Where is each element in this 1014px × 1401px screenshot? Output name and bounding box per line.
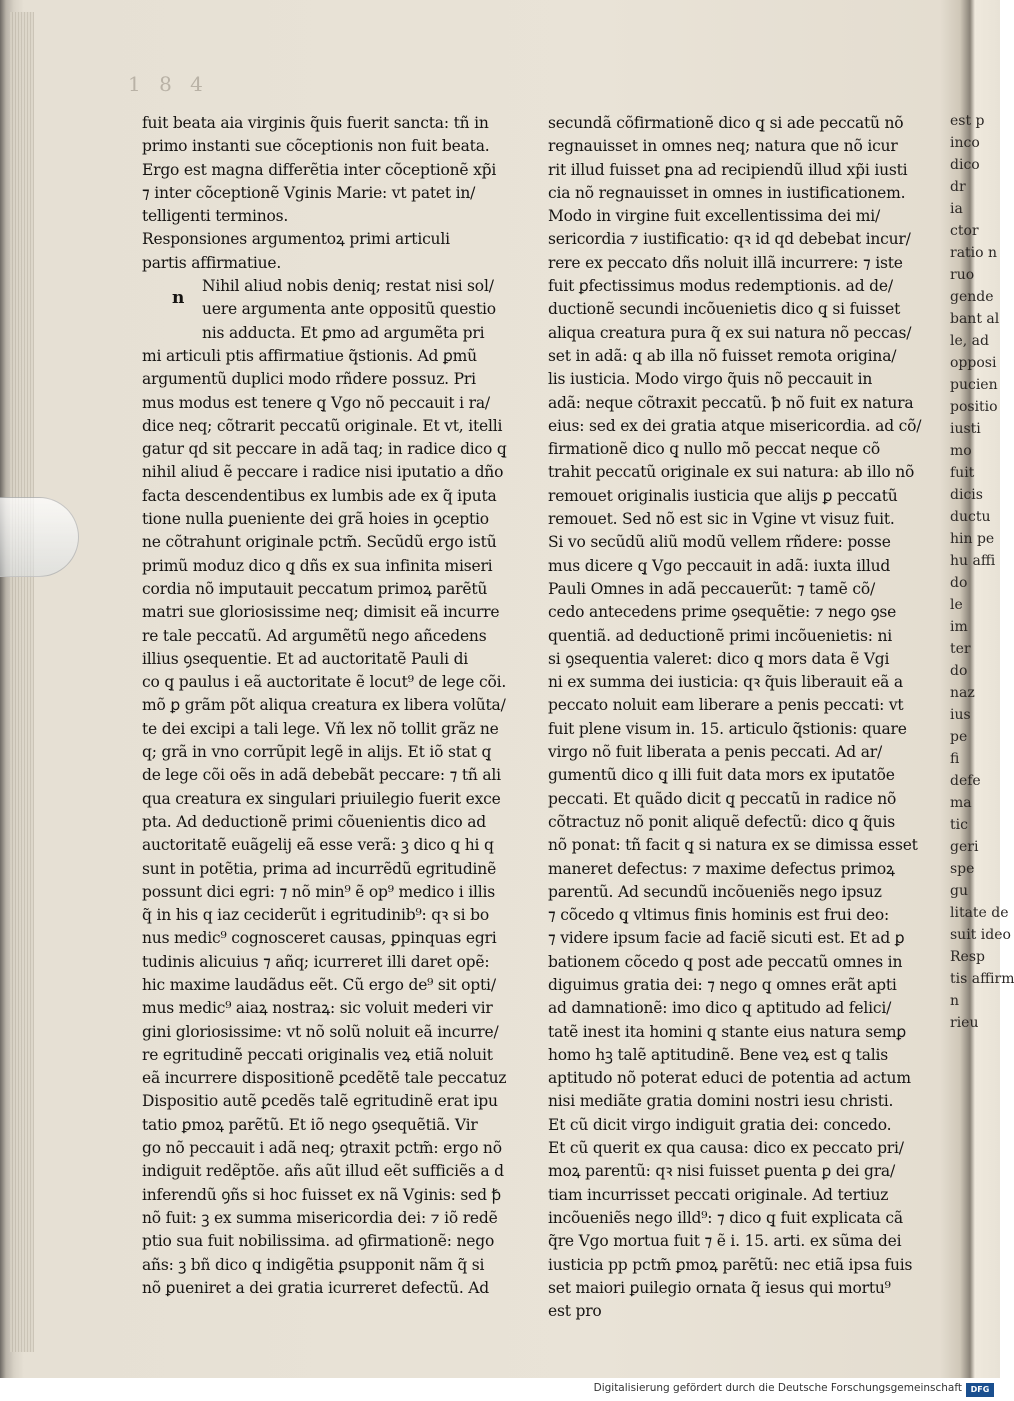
text-line: nõ ꝑueniret a dei gratia icurreret defectũ. Ad	[142, 1278, 490, 1297]
text-line: illius ꝯsequentie. Et ad auctoritatẽ Pauli di	[142, 649, 469, 668]
text-line: incõueniẽs nego illd⁹: ⁊ dico q̧ fuit explicata cã	[548, 1208, 903, 1227]
text-line: hic maxime laudãdus eẽt. Cũ ergo de⁹ sit opti/	[142, 975, 496, 994]
text-line: homo hꝫ talẽ aptitudinẽ. Bene veꝝ est q̧ talis	[548, 1045, 889, 1064]
fragment-line: opposi	[950, 355, 997, 371]
text-line: rit illud fuisset ꝑna ad recipiendũ illud xp̃i iusti	[548, 160, 908, 179]
fragment-line: le, ad	[950, 333, 989, 349]
fragment-line: do	[950, 663, 968, 679]
text-line: virgo nõ fuit liberata a penis peccati. Ad ar/	[548, 743, 882, 762]
fragment-line: rieu	[950, 1015, 979, 1031]
right-text-column	[548, 112, 933, 1323]
text-line: q̃ in his q iaz ceciderũt i egritudinib⁹: qꝛ si bo	[142, 906, 489, 925]
text-line: dice neq; cõtrarit peccatũ originale. Et vt, itelli	[142, 416, 503, 435]
text-line: ptio sua fuit nobilissima. ad ꝯfirmationẽ: nego	[142, 1232, 495, 1251]
text-line: secundã cõfirmationẽ dico q̧ si ade peccatũ nõ	[548, 114, 904, 132]
fragment-line: ia	[950, 201, 963, 217]
text-line: cedo antecedens prime ꝯsequẽtie: ⁊ nego ꝯse	[548, 603, 897, 622]
text-line: mus medic⁹ aiaꝝ nostraꝝ: sic voluit mederi vir	[142, 999, 493, 1018]
fragment-line: naz	[950, 685, 975, 701]
text-line: gini gloriosissime: vt nõ solũ noluit eã incurre/	[142, 1022, 499, 1041]
fragment-line: ductu	[950, 509, 991, 525]
text-line: argumentũ duplici modo rñdere possuz. Pri	[142, 370, 476, 389]
text-line: re tale peccatũ. Ad argumẽtũ nego añcedens	[142, 626, 487, 645]
text-line: ⁊ videre ipsum facie ad faciẽ sicuti est. Et ad ꝑ	[548, 929, 905, 948]
fragment-line: inco	[950, 135, 980, 151]
fragment-line: le	[950, 597, 963, 613]
text-line: Si vo secũdũ aliũ modũ vellem rñdere: posse	[548, 533, 891, 552]
text-line: Et cũ dicit virgo indiguit gratia dei: concedo.	[548, 1115, 892, 1134]
text-line: moꝝ parentũ: qꝛ nisi fuisset ꝑuenta ꝑ dei gra/	[548, 1162, 895, 1181]
text-line: remouet. Sed nõ est sic in Vgine vt visuz fuit.	[548, 510, 895, 529]
text-line: ⁊ cõcedo q̧ vltimus finis hominis est frui deo:	[548, 906, 890, 925]
text-line: nisi mediãte gratia domini nostri iesu christi.	[548, 1092, 894, 1111]
fragment-line: defe	[950, 773, 981, 789]
text-line: Modo in virgine fuit excellentissima dei mi/	[548, 207, 880, 226]
text-line: cõtractuz nõ ponit aliquẽ defectũ: dico q̧ q̃uis	[548, 812, 895, 831]
fragment-line: ius	[950, 707, 971, 723]
text-line: añs: ꝫ bñ dico q̧ indigẽtia ꝑsupponit nãm q̃ si	[142, 1255, 485, 1274]
text-line: facta descendentibus ex lumbis ade ex q̃ iputa	[142, 486, 497, 505]
fragment-line: ma	[950, 795, 972, 811]
fragment-line: Resp	[950, 949, 985, 965]
text-line: de lege cõi oẽs in adã debebãt peccare: ⁊ tñ ali	[142, 766, 501, 785]
text-line: bationem cõcedo q̧ post ade peccatũ omnes in	[548, 952, 903, 971]
text-line: mus modus est tenere q̧ Vgo nõ peccauit i ra/	[142, 393, 490, 412]
text-line: remouet originalis iusticia que alijs ꝑ peccatũ	[548, 486, 898, 505]
text-line: sericordia ⁊ iustificatio: qꝛ id qd debebat incur/	[548, 230, 911, 249]
fragment-line: iusti	[950, 421, 981, 437]
text-line: cordia nõ imputauit peccatum primoꝝ parẽtũ	[142, 579, 488, 598]
folio-number: 1 8 4	[128, 72, 209, 96]
text-line: nus medic⁹ cognosceret causas, ꝑpinquas egri	[142, 929, 497, 948]
fragment-line: litate de	[950, 905, 1009, 921]
text-line: gatur qd sit peccare in adã taq; in radice dico q̧	[142, 440, 507, 459]
text-line: tatio ꝑmoꝝ parẽtũ. Et iõ nego ꝯsequẽtiã. Vir	[142, 1115, 478, 1134]
text-line: re egritudinẽ peccati originalis veꝝ etiã noluit	[142, 1045, 493, 1064]
text-line: Ergo est magna differẽtia inter cõceptionẽ xp̃i	[142, 160, 497, 179]
text-line: fuit beata aia virginis q̃uis fuerit sancta: tñ in	[142, 114, 489, 132]
text-line: parentũ. Ad secundũ incõueniẽs nego ipsuz	[548, 882, 882, 901]
text-line: co q̧ paulus i eã auctoritate ẽ locut⁹ de lege cõi.	[142, 673, 507, 692]
fragment-line: bant al	[950, 311, 1000, 327]
text-line: telligenti terminos.	[142, 207, 289, 226]
fragment-line: dico	[950, 157, 980, 173]
text-line: aptitudo nõ poterat educi de potentia ad actum	[548, 1069, 911, 1088]
text-line: indiguit redẽptõe. añs aũt illud eẽt sufficiẽs a d	[142, 1162, 504, 1181]
text-line: Nihil aliud nobis deniq; restat nisi sol/	[202, 277, 494, 296]
fragment-line: pe	[950, 729, 968, 745]
text-line: peccati. Et quãdo dicit q̧ peccatũ in radice nõ	[548, 789, 897, 808]
text-line: Et cũ querit ex qua causa: dico ex peccato pri/	[548, 1139, 904, 1158]
text-line: q̃re Vgo mortua fuit ⁊ ẽ i. 15. arti. ex sũma dei	[548, 1232, 902, 1251]
text-line: fuit ꝑfectissimus modus redemptionis. ad de/	[548, 277, 893, 296]
text-line: nõ ponat: tñ facit q̧ si natura ex se dimissa esset	[548, 836, 918, 855]
text-line: te dei excipi a tali lege. Vñ lex nõ tollit grãz ne	[142, 719, 499, 738]
fragment-line: est p	[950, 113, 985, 129]
left-text-column	[142, 112, 526, 1300]
text-line: eã incurrere dispositionẽ ꝑcedẽtẽ tale peccatuz	[142, 1069, 507, 1088]
fragment-line: n	[950, 993, 960, 1009]
text-line: ni ex summa dei iusticia: qꝛ q̃uis liberauit eã a	[548, 673, 903, 692]
page-edge-stack	[10, 12, 34, 1352]
text-line: partis affirmatiue.	[142, 253, 282, 272]
text-line: maneret defectus: ⁊ maxime defectus primoꝝ	[548, 859, 895, 878]
text-line: mõ ꝑ grãm põt aliqua creatura ex libera volũta/	[142, 696, 506, 715]
text-line: tione nulla ꝑueniente dei grã hoies in ꝯceptio	[142, 510, 489, 529]
text-line: ad damnationẽ: imo dico q̧ aptitudo ad felici/	[548, 999, 892, 1018]
text-line: qua creatura ex singulari priuilegio fuerit exce	[142, 789, 501, 808]
fragment-line: ratio n	[950, 245, 998, 261]
fragment-line: tic	[950, 817, 968, 833]
fragment-line: pucien	[950, 377, 998, 393]
text-line: adã: neque cõtraxit peccatũ. ꝥ nõ fuit ex natura	[548, 393, 914, 412]
text-line: Pauli Omnes in adã peccauerũt: ⁊ tamẽ cõ/	[548, 579, 875, 598]
text-line: peccato noluit eam liberare a penis peccati: vt	[548, 696, 904, 715]
text-line: iusticia pp pctm̃ ꝑmoꝝ parẽtũ: nec etiã ipsa fuis	[548, 1255, 913, 1274]
text-line: aliqua creatura pura q̃ ex sui natura nõ peccas/	[548, 323, 912, 342]
initial-letter: n	[172, 288, 185, 308]
text-line: tatẽ inest ita homini q̧ stante eius natura semꝑ	[548, 1022, 907, 1041]
text-line: est pro	[548, 1302, 602, 1321]
fragment-line: tis affirm	[950, 971, 1014, 987]
fragment-line: dicis	[950, 487, 983, 503]
credit-bar	[0, 1380, 1000, 1401]
text-line: nis adducta. Et ꝑmo ad argumẽta pri	[202, 323, 485, 342]
text-line: eius: sed ex dei gratia atque misericordia. ad cõ/	[548, 416, 922, 435]
text-line: auctoritatẽ euãgelij eã esse verã: ꝫ dico q̧ hi q	[142, 836, 494, 855]
text-line: ⁊ inter cõceptionẽ Vginis Marie: vt patet in/	[142, 183, 476, 202]
credit-text: Digitalisierung gefördert durch die Deutsche Forschungsgemeinschaft	[593, 1382, 962, 1394]
text-line: diguimus gratia dei: ⁊ nego q̧ omnes erãt apti	[548, 975, 897, 994]
text-line: pta. Ad deductionẽ primi cõuenientis dico ad	[142, 812, 486, 831]
text-line: tiam incurrisset peccati originale. Ad tertiuz	[548, 1185, 889, 1204]
text-line: ductionẽ secundi incõuenietis dico q̧ si fuisset	[548, 300, 901, 319]
fragment-line: fi	[950, 751, 960, 767]
text-line: Responsiones argumentoꝝ primi articuli	[142, 230, 450, 249]
text-line: Dispositio autẽ ꝑcedẽs talẽ egritudinẽ erat ipu	[142, 1092, 498, 1111]
fragment-line: ter	[950, 641, 971, 657]
text-line: q; grã in vno corrũpit legẽ in alijs. Et iõ stat q̧	[142, 743, 492, 762]
fragment-line: ruo	[950, 267, 975, 283]
text-line: mi articuli ptis affirmatiue q̃stionis. Ad ꝑmũ	[142, 346, 477, 365]
fragment-line: do	[950, 575, 968, 591]
text-line: nõ fuit: ꝫ ex summa misericordia dei: ⁊ iõ redẽ	[142, 1208, 498, 1227]
fragment-line: gende	[950, 289, 994, 305]
fragment-line: im	[950, 619, 968, 635]
text-line: cia nõ regnauisset in omnes in iustificationem.	[548, 183, 906, 202]
text-line: go nõ peccauit i adã neq; ꝯtraxit pctm̃: ergo nõ	[142, 1139, 502, 1158]
text-line: lis iusticia. Modo virgo q̃uis nõ peccauit in	[548, 370, 873, 389]
text-line: inferendũ ꝯñs si hoc fuisset ex nã Vginis: sed ꝥ	[142, 1185, 501, 1204]
text-line: firmationẽ dico q̧ nullo mõ peccat neque cõ	[548, 440, 881, 459]
fragment-line: dr	[950, 179, 966, 195]
text-line: possunt dici egri: ⁊ nõ min⁹ ẽ op⁹ medico i illis	[142, 882, 496, 901]
fragment-line: geri	[950, 839, 979, 855]
text-line: matri sue gloriosissime neq; dimisit eã incurre	[142, 603, 500, 622]
text-line: mus dicere q̧ Vgo peccauit in adã: iuxta illud	[548, 556, 891, 575]
text-line: trahit peccatũ originale ex sui natura: ab illo nõ	[548, 463, 915, 482]
text-line: gumentũ dico q̧ illi fuit data mors ex iputatõe	[548, 766, 895, 785]
text-line: quentiã. ad deductionẽ primi incõuenietis: ni	[548, 626, 893, 645]
text-line: regnauisset in omnes neq; natura que nõ icur	[548, 137, 898, 156]
fragment-line: hu affi	[950, 553, 996, 569]
dfg-logo: DFG	[966, 1383, 994, 1397]
fragment-line: fuit	[950, 465, 975, 481]
fragment-line: ctor	[950, 223, 979, 239]
text-line: sunt in potẽtia, prima ad incurrẽdũ egritudinẽ	[142, 859, 497, 878]
text-line: set maiori ꝑuilegio ornata q̃ iesus qui mortu⁹	[548, 1278, 891, 1297]
text-line: set in adã: q̧ ab illa nõ fuisset remota origina/	[548, 346, 897, 365]
next-page-fragment	[950, 110, 1014, 1034]
text-line: primũ moduz dico q̧ dñs ex sua infinita miseri	[142, 556, 493, 575]
fragment-line: mo	[950, 443, 972, 459]
text-line: ne cõtrahunt originale pctm̃. Secũdũ ergo istũ	[142, 533, 497, 552]
text-line: fuit plene visum in. 15. articulo q̃stionis: quare	[548, 719, 907, 738]
text-line: primo instanti sue cõceptionis non fuit beata.	[142, 137, 490, 156]
fragment-line: hin pe	[950, 531, 995, 547]
fragment-line: suit ideo	[950, 927, 1011, 943]
text-line: nihil aliud ẽ peccare i radice nisi iputatio a dño	[142, 463, 504, 482]
fragment-line: spe	[950, 861, 975, 877]
text-line: si ꝯsequentia valeret: dico q̧ mors data ẽ Vgi	[548, 649, 890, 668]
text-line: uere argumenta ante oppositũ questio	[202, 300, 496, 319]
fragment-line: positio	[950, 399, 998, 415]
text-line: tudinis alicuius ⁊ añq; icurreret illi daret opẽ:	[142, 952, 490, 971]
text-line: rere ex peccato dñs noluit illã incurrere: ⁊ iste	[548, 253, 903, 272]
page-clip	[0, 497, 79, 577]
fragment-line: gu	[950, 883, 968, 899]
